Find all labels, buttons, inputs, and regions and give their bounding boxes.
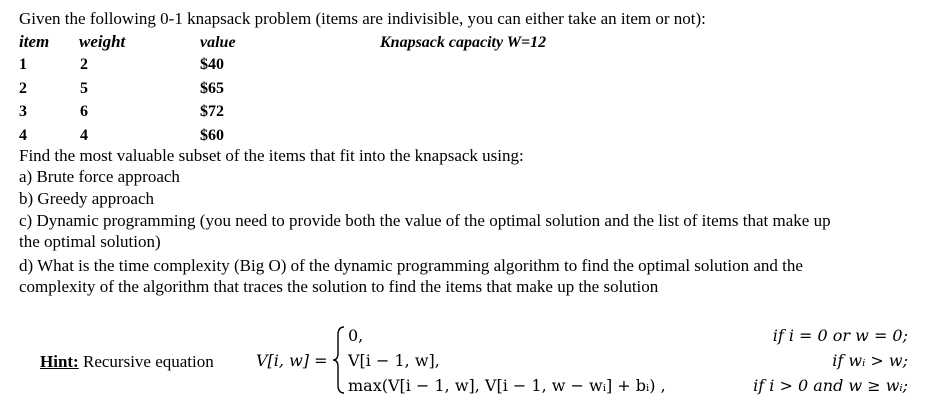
row-4-value: $60 [200,127,224,144]
header-value: value [200,34,236,51]
intro-text: Given the following 0-1 knapsack problem (items are indivisible, you can either take an item or not): [19,9,706,28]
row-3-item: 3 [19,103,27,120]
hint-line [40,352,214,372]
part-d-line2: complexity of the algorithm that traces the solution to find the items that make up the solution [19,277,659,296]
capacity-label: Knapsack capacity W=12 [380,34,547,51]
case-2-expr: V[i − 1, w], [348,351,440,370]
row-2-value: $65 [200,80,224,97]
row-3-weight: 6 [80,103,88,120]
part-c-line2: the optimal solution) [19,232,161,251]
task-text: Find the most valuable subset of the items that fit into the knapsack using: [19,146,524,165]
row-2-weight: 5 [80,80,88,97]
row-1-item: 1 [19,56,27,73]
equation-lhs: V[i, w] = [256,351,328,370]
hint-label: Hint: [40,352,79,371]
header-item: item [19,32,50,51]
case-3-cond: if i > 0 and w ≥ wᵢ; [753,376,908,395]
part-a: a) Brute force approach [19,167,180,186]
row-1-weight: 2 [80,56,88,73]
row-1-value: $40 [200,56,224,73]
row-4-item: 4 [19,127,27,144]
case-2-cond: if wᵢ > w; [832,351,908,370]
case-1-cond: if i = 0 or w = 0; [772,326,908,345]
case-3-expr: max(V[i − 1, w], V[i − 1, w − wᵢ] + bᵢ) , [348,376,666,395]
part-d-line1: d) What is the time complexity (Big O) of the dynamic programming algorithm to find the optimal solution and the [19,256,803,275]
part-c-line1: c) Dynamic programming (you need to provide both the value of the optimal solution and the list of items that make up [19,211,831,230]
hint-text: Recursive equation [78,352,214,371]
row-3-value: $72 [200,103,224,120]
row-4-weight: 4 [80,127,88,144]
row-2-item: 2 [19,80,27,97]
header-weight: weight [79,32,126,51]
part-b: b) Greedy approach [19,189,154,208]
left-brace-icon [332,325,346,395]
case-1-expr: 0, [348,326,364,345]
